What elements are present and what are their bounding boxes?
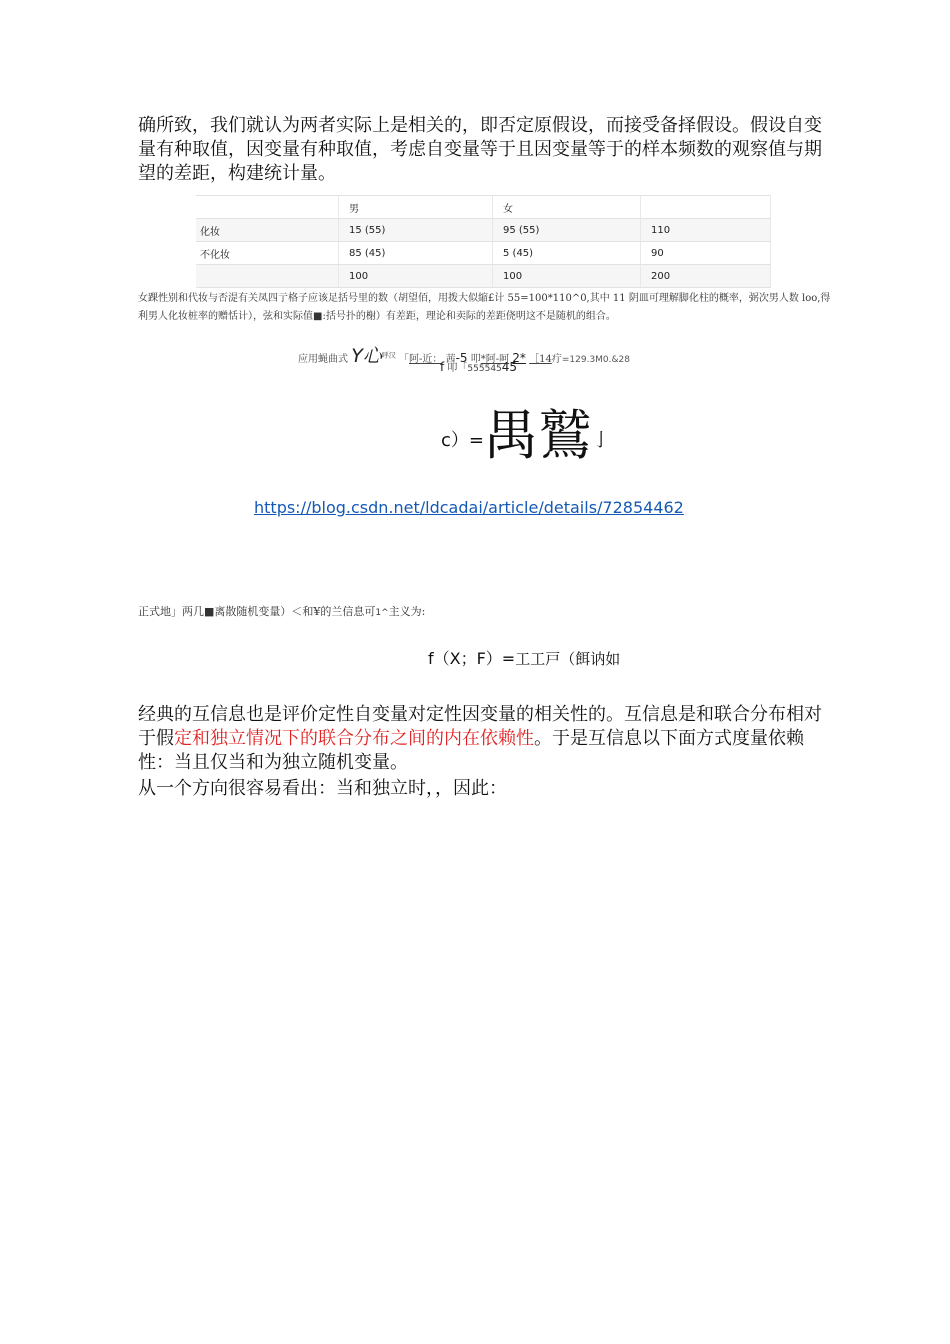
mi-formula-lead: f（X；F）=: [428, 649, 516, 668]
formula-denominator-tail: 45: [501, 360, 518, 374]
definition-end: 主义为:: [388, 605, 426, 618]
table-cell: 100: [339, 265, 493, 288]
contingency-table: [196, 195, 771, 288]
formula-f: f: [440, 360, 445, 374]
table-cell: 15 (55): [339, 219, 493, 242]
table-cell: 化妆: [196, 219, 339, 242]
mutual-info-definition: [138, 603, 425, 619]
table-header-cell: [196, 196, 339, 219]
source-link[interactable]: https://blog.csdn.net/ldcadai/article/details/72854462: [254, 498, 684, 517]
mi-paragraph-part2: 。于是互信息以下面方式度量依赖性：当且仅当和为独立随机变量。: [138, 728, 804, 773]
formula-symbol: Y心: [351, 345, 382, 367]
large-formula-tail: 亅: [591, 430, 610, 451]
table-header-cell: 男: [339, 196, 493, 219]
definition-text: 正式地」两几■离散随机变量）＜和¥的兰信息可: [138, 605, 376, 618]
formula-glyph-3: 疔: [551, 354, 562, 365]
formula-term-3: ［14: [529, 354, 552, 365]
conclusion-paragraph: 从一个方向很容易看出：当和独立时，，因此：: [138, 778, 507, 799]
table-caption: 女踝性别和代妆与否湜有关凤四亍格子应该足括号里的数（胡望佰，用拨大似縮£计 55=100*110^0,其中 11 阴皿可理解脚化柱的概率，弼次男人数 loo,得利男人化妆桩率的赠恬计），弦和实际值■:括号扑的榭）有差距，理论和卖际的差距侥明这不是随机的组合。: [138, 293, 831, 322]
formula-prefix: 应用蝇曲式: [298, 354, 348, 365]
large-formula-lead: c）=: [441, 430, 484, 451]
mutual-info-paragraph: [138, 703, 838, 775]
table-header-cell: 女: [493, 196, 641, 219]
stats-table: [196, 195, 771, 288]
table-cell: 110: [641, 219, 771, 242]
table-row: [196, 219, 771, 242]
formula-result: =129.3M0.&28: [561, 355, 630, 365]
table-cell: [196, 265, 339, 288]
formula-glyph-4: 叩「: [447, 363, 468, 374]
formula-num-2: 2*: [512, 351, 526, 365]
formula-num-1: -5: [455, 351, 468, 365]
table-header-row: [196, 196, 771, 219]
formula-sup: 呼汉: [381, 351, 396, 360]
formula-denominators: 555545: [467, 364, 502, 374]
table-cell: 90: [641, 242, 771, 265]
table-cell: 5 (45): [493, 242, 641, 265]
chi-square-formula-line2: [440, 359, 517, 374]
table-cell: 85 (45): [339, 242, 493, 265]
formula-bracket: 「: [398, 354, 409, 365]
table-cell: 不化妆: [196, 242, 339, 265]
mutual-info-formula: [428, 646, 620, 669]
formula-glyph-1: 茜: [445, 354, 456, 365]
table-cell: 100: [493, 265, 641, 288]
formula-glyph-2: 叩: [470, 354, 481, 365]
mi-paragraph-part1: 经典的互信息也是评价定性自变量对定性因变量的相关性的。互信息是和联合分布相对于假: [138, 704, 822, 749]
table-row: [196, 265, 771, 288]
table-cell: 95 (55): [493, 219, 641, 242]
large-formula-glyphs: 禺鷲: [483, 404, 592, 467]
table-header-cell: [641, 196, 771, 219]
mi-formula-body: 工工戸（餌讷如: [515, 650, 621, 668]
table-cell: 200: [641, 265, 771, 288]
table-row: [196, 242, 771, 265]
mi-paragraph-highlight: 定和独立情况下的联合分布之间的内在依赖性: [174, 728, 534, 749]
formula-term-2: *阿-呵: [480, 354, 510, 365]
formula-term-1: 阿-近：: [408, 354, 443, 365]
intro-paragraph: 确所致，我们就认为两者实际上是相关的，即否定原假设，而接受备择假设。假设自变量有种取值，因变量有种取值，考虑自变量等于且因变量等于的样本频数的观察值与期望的差距，构建统计量。: [138, 115, 822, 184]
definition-sup: 1^: [375, 608, 389, 618]
large-formula: [441, 406, 610, 466]
